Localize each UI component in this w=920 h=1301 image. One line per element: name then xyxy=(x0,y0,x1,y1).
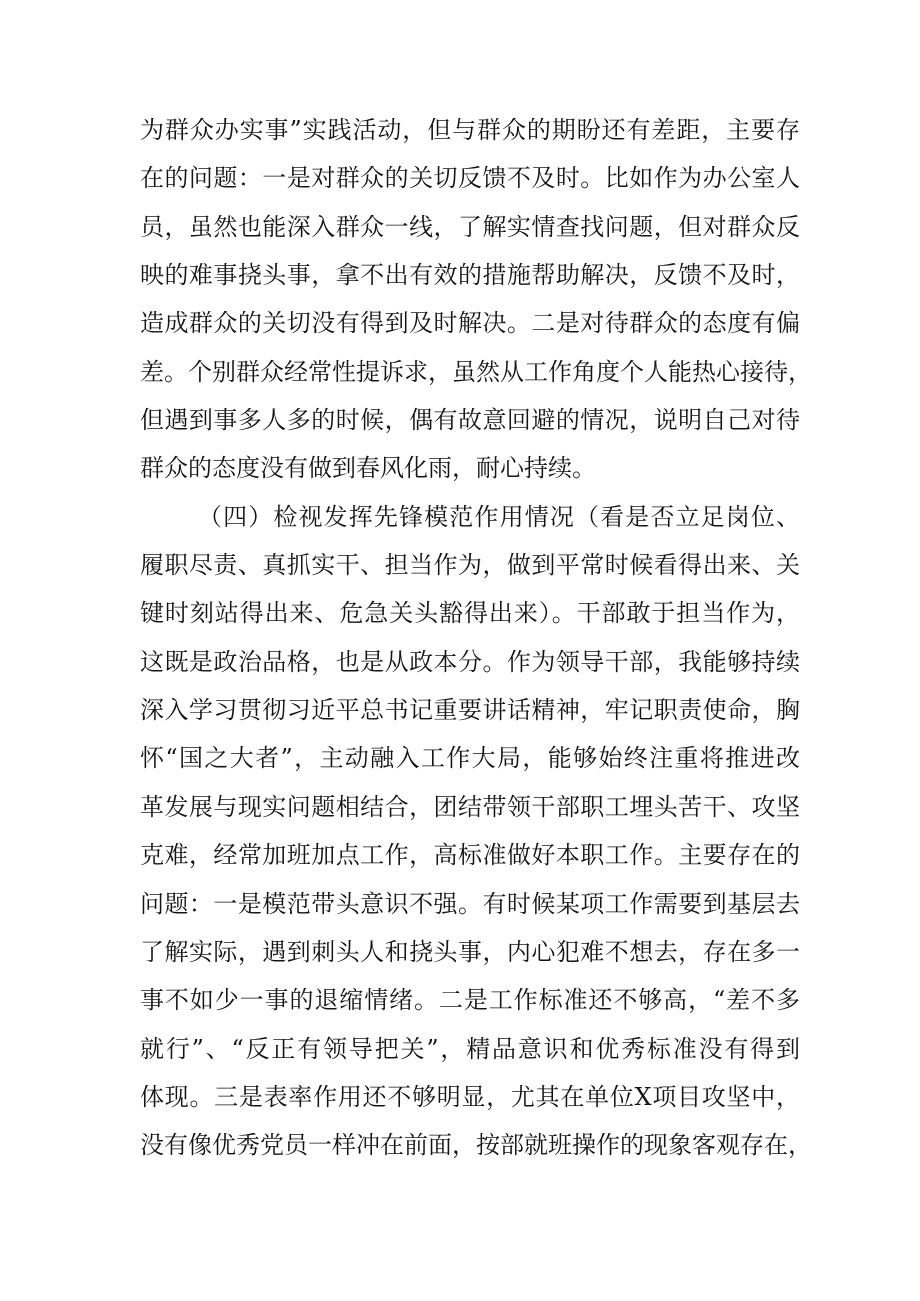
text-line: 映的难事挠头事，拿不出有效的措施帮助解决，反馈不及时， xyxy=(140,261,800,290)
text-line: 没有像优秀党员一样冲在前面，按部就班操作的现象客观存在， xyxy=(140,1131,812,1160)
text-line: 这既是政治品格，也是从政本分。作为领导干部，我能够持续 xyxy=(140,647,800,676)
section-heading-line: （四）检视发挥先锋模范作用情况（看是否立足岗位、 xyxy=(198,502,800,531)
text-line: 怀“国之大者”，主动融入工作大局，能够始终注重将推进改 xyxy=(140,744,800,773)
text-line: 克难，经常加班加点工作，高标准做好本职工作。主要存在的 xyxy=(140,841,800,870)
text-line: 问题：一是模范带头意识不强。有时候某项工作需要到基层去 xyxy=(140,889,800,918)
document-body xyxy=(140,106,812,1170)
text-line: 就行”、“反正有领导把关”，精品意识和优秀标准没有得到 xyxy=(140,1034,800,1063)
text-line: 履职尽责、真抓实干、担当作为，做到平常时候看得出来、关 xyxy=(140,551,800,580)
text-line: 但遇到事多人多的时候，偶有故意回避的情况，说明自己对待 xyxy=(140,406,800,435)
text-line: 了解实际，遇到刺头人和挠头事，内心犯难不想去，存在多一 xyxy=(140,937,800,966)
text-line: 造成群众的关切没有得到及时解决。二是对待群众的态度有偏 xyxy=(140,309,800,338)
text-line: 事不如少一事的退缩情绪。二是工作标准还不够高，“差不多 xyxy=(140,986,800,1015)
text-line: 键时刻站得出来、危急关头豁得出来）。干部敢于担当作为， xyxy=(140,599,800,628)
text-line: 群众的态度没有做到春风化雨，耐心持续。 xyxy=(140,454,596,483)
text-line: 深入学习贯彻习近平总书记重要讲话精神，牢记职责使命，胸 xyxy=(140,696,800,725)
text-line: 差。个别群众经常性提诉求，虽然从工作角度个人能热心接待， xyxy=(140,357,812,386)
text-line: 为群众办实事”实践活动，但与群众的期盼还有差距，主要存 xyxy=(140,116,800,144)
text-line: 体现。三是表率作用还不够明显，尤其在单位X项目攻坚中， xyxy=(140,1082,800,1111)
text-line: 革发展与现实问题相结合，团结带领干部职工埋头苦干、攻坚 xyxy=(140,792,800,821)
text-line: 在的问题：一是对群众的关切反馈不及时。比如作为办公室人 xyxy=(140,164,800,193)
text-line: 员，虽然也能深入群众一线，了解实情查找问题，但对群众反 xyxy=(140,212,800,241)
